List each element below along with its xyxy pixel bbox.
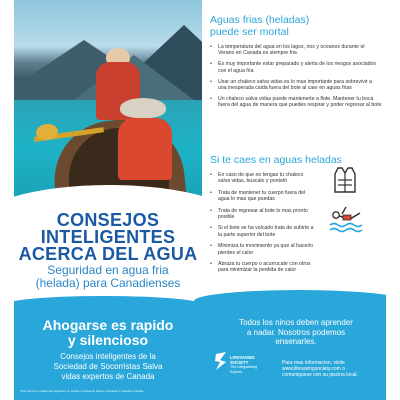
drowning-subtitle (22, 352, 194, 382)
brochure-page (14, 0, 386, 400)
cover-title-line: ACERCA DEL AGUA (18, 244, 198, 264)
life-vest-icon (332, 166, 358, 194)
logo-tagline: The Lifeguarding Experts (230, 365, 257, 374)
website-link[interactable]: www.lifesavingsociety.com o (282, 366, 345, 373)
cover-subtitle (14, 264, 202, 290)
list-item: • Minimiza tu movimiento ya que al hacerlo pierdes el calor (210, 243, 314, 256)
list-item: • Usar un chaleco salva vidas es lo mas importante para sobrevivir a una inesperada caida fuera del bote al caer en aguas frias (210, 79, 382, 92)
floating-person-icon (328, 203, 366, 233)
list-item: • Trata de mantener tu cuerpo fuera del agua lo mas que puedas (210, 190, 314, 203)
list-item: • Es muy importante estar preparado y alerta de los riesgos asociados con el agua fria (210, 61, 382, 74)
more-info (282, 360, 386, 379)
list-item: • Trata de regresar al bote lo mas pronto posible (210, 208, 314, 221)
canoe-photo (14, 0, 202, 210)
if-you-fall-heading: Si te caes en aguas heladas (210, 154, 342, 166)
info-line: comuniquese con su piscina local. (282, 372, 358, 379)
cover-subtitle-line: (helada) para Canadienses (35, 276, 181, 290)
logo-name: LIFESAVING SOCIETY (230, 355, 255, 365)
cover-title (14, 212, 202, 263)
list-item: • En caso de que no tengas tu chaleco salva vidas, buscalo y ponteló (210, 172, 314, 185)
drowning-subtitle-line: Consejos inteligentes de la (60, 352, 156, 361)
paddler-hat (120, 98, 166, 118)
drowning-title-line: y silencioso (67, 332, 149, 348)
info-line: Para mas informacion, visite (282, 360, 345, 366)
list-item: • La temperatura del agua en los lagos, rios y oceanos durante el Verano en Canada es siempre fria (210, 44, 382, 57)
paddler-life-vest (118, 118, 172, 180)
swim-panel-line: a nadar. Nosotros podemos (246, 327, 346, 337)
cold-water-heading (210, 14, 382, 38)
cover-title-line: INTELIGENTES (40, 227, 176, 247)
cover-title-line: CONSEJOS (56, 210, 160, 230)
lifesaving-society-logo (214, 350, 268, 378)
heading-line: Aguas frias (heladas) (210, 14, 310, 26)
drowning-subtitle-line: Sociedad de Socorristas Salva (53, 362, 163, 371)
drowning-title (20, 318, 196, 348)
if-you-fall-list (210, 172, 314, 274)
cold-water-list (210, 44, 382, 109)
drowning-subtitle-line: vidas expertos de Canada (61, 372, 155, 381)
list-item: • Abraza tu cuerpo o acurrucate con otros para minimizar la perdida de calor (210, 261, 314, 274)
cold-water-section (210, 14, 382, 113)
swim-panel-line: ensenarles. (275, 337, 317, 346)
fine-print: *Ron Smart is a trademark registered on behalf of Lifesaving Society (Canada) in Canada's Canada (20, 389, 144, 393)
cover-subtitle-line: Seguridad en agua fria (47, 263, 169, 277)
heading-line: puede ser mortal (210, 26, 289, 38)
drowning-title-line: Ahogarse es rapido (42, 317, 174, 333)
lifesaving-logo-icon (214, 350, 228, 372)
swim-panel-text (210, 318, 382, 347)
list-item: • Un chaleco salva vidas puede mantenerte a flote. Mantener tu boca fuera del agua de manera que puedes respirar y poder regresar al bote (210, 96, 382, 109)
list-item: • Si el bote se ha volcado trata de subirte a la parte superior del bote (210, 225, 314, 238)
swim-panel-line: Todos los ninos deben aprender (239, 318, 353, 327)
